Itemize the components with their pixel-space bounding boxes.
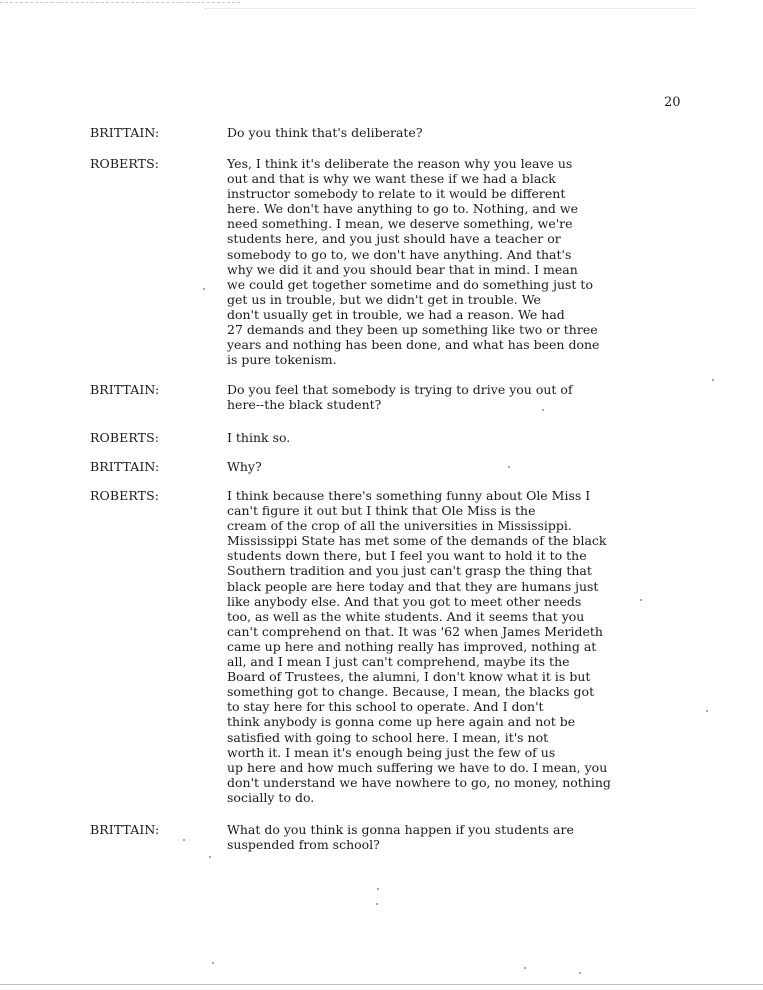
speech-line: students down there, but I feel you want to hold it to the [227,548,587,564]
speech-line: all, and I mean I just can't comprehend, maybe its the [227,654,570,670]
speaker-label: BRITTAIN: [90,459,160,474]
speech-line: Southern tradition and you just can't grasp the thing that [227,563,592,579]
speech-text [227,156,667,367]
speech-line: What do you think is gonna happen if you students are [227,822,574,837]
scan-edge-top-inner [205,8,695,9]
speech-line: somebody to go to, we don't have anything. And that's [227,246,572,262]
speech-line: cream of the crop of all the universities in Mississippi. [227,518,572,534]
scan-speck [706,710,708,712]
speaker-label: BRITTAIN: [90,822,160,837]
scan-speck [212,962,214,964]
speech-line: Board of Trustees, the alumni, I don't know what it is but [227,669,591,685]
speech-text [227,459,667,474]
speech-line: can't comprehend on that. It was '62 when James Merideth [227,623,603,639]
scan-speck [579,972,581,974]
speech-line: came up here and nothing really has improved, nothing at [227,638,597,654]
speaker-label: BRITTAIN: [90,382,160,397]
speech-line: Why? [227,459,262,474]
speech-line: can't figure it out but I think that Ole Miss is the [227,503,536,519]
speech-line: is pure tokenism. [227,352,337,368]
speaker-label: ROBERTS: [90,430,160,445]
speech-text [227,488,667,805]
speech-line: I think because there's something funny about Ole Miss I [227,488,591,503]
scan-speck [377,888,379,890]
scan-edge-top [0,2,240,3]
speech-line: up here and how much suffering we have to do. I mean, you [227,759,608,775]
speech-line: Mississippi State has met some of the demands of the black [227,533,607,549]
speech-line: don't understand we have nowhere to go, no money, nothing [227,774,611,790]
page-number: 20 [664,95,681,110]
speech-line: worth it. I mean it's enough being just the few of us [227,744,556,760]
scan-speck [376,903,378,905]
speech-text [227,430,667,445]
speech-text [227,382,667,412]
speaker-label: ROBERTS: [90,488,160,503]
speech-line: need something. I mean, we deserve something, we're [227,216,573,232]
scan-speck [209,856,211,858]
scan-speck [542,409,544,411]
speech-line: years and nothing has been done, and what has been done [227,337,600,353]
speech-line: instructor somebody to relate to it would be different [227,186,566,202]
speech-line: get us in trouble, but we didn't get in trouble. We [227,291,541,307]
scan-speck [203,288,205,290]
speech-line: to stay here for this school to operate. And I don't [227,699,544,715]
scan-speck [640,599,642,601]
speech-line: out and that is why we want these if we had a black [227,171,556,187]
speech-line: socially to do. [227,789,315,805]
speech-line: here. We don't have anything to go to. Nothing, and we [227,201,578,217]
scan-speck [712,379,714,381]
speech-line: Yes, I think it's deliberate the reason why you leave us [227,156,573,171]
speaker-label: BRITTAIN: [90,125,160,140]
scan-edge-bottom [0,984,763,985]
speech-line: something got to change. Because, I mean, the blacks got [227,684,595,700]
speech-line: we could get together sometime and do something just to [227,276,593,292]
speech-line: satisfied with going to school here. I mean, it's not [227,729,549,745]
speech-line: students here, and you just should have a teacher or [227,231,561,247]
speech-line: too, as well as the white students. And it seems that you [227,608,585,624]
speech-line: 27 demands and they been up something like two or three [227,322,598,338]
speech-line: Do you think that's deliberate? [227,125,423,140]
scan-speck [183,839,185,841]
speech-line: think anybody is gonna come up here again and not be [227,714,576,730]
speech-text [227,822,667,852]
speech-line: Do you feel that somebody is trying to drive you out of [227,382,573,397]
scan-speck [524,967,526,969]
speech-line: suspended from school? [227,837,380,853]
speech-line: like anybody else. And that you got to meet other needs [227,593,582,609]
speech-line: why we did it and you should bear that in mind. I mean [227,261,578,277]
speech-line: here--the black student? [227,397,382,413]
scan-speck [508,466,510,468]
speech-line: don't usually get in trouble, we had a reason. We had [227,306,565,322]
speech-line: I think so. [227,430,291,445]
speech-text [227,125,667,140]
speaker-label: ROBERTS: [90,156,160,171]
speech-line: black people are here today and that they are humans just [227,578,599,594]
